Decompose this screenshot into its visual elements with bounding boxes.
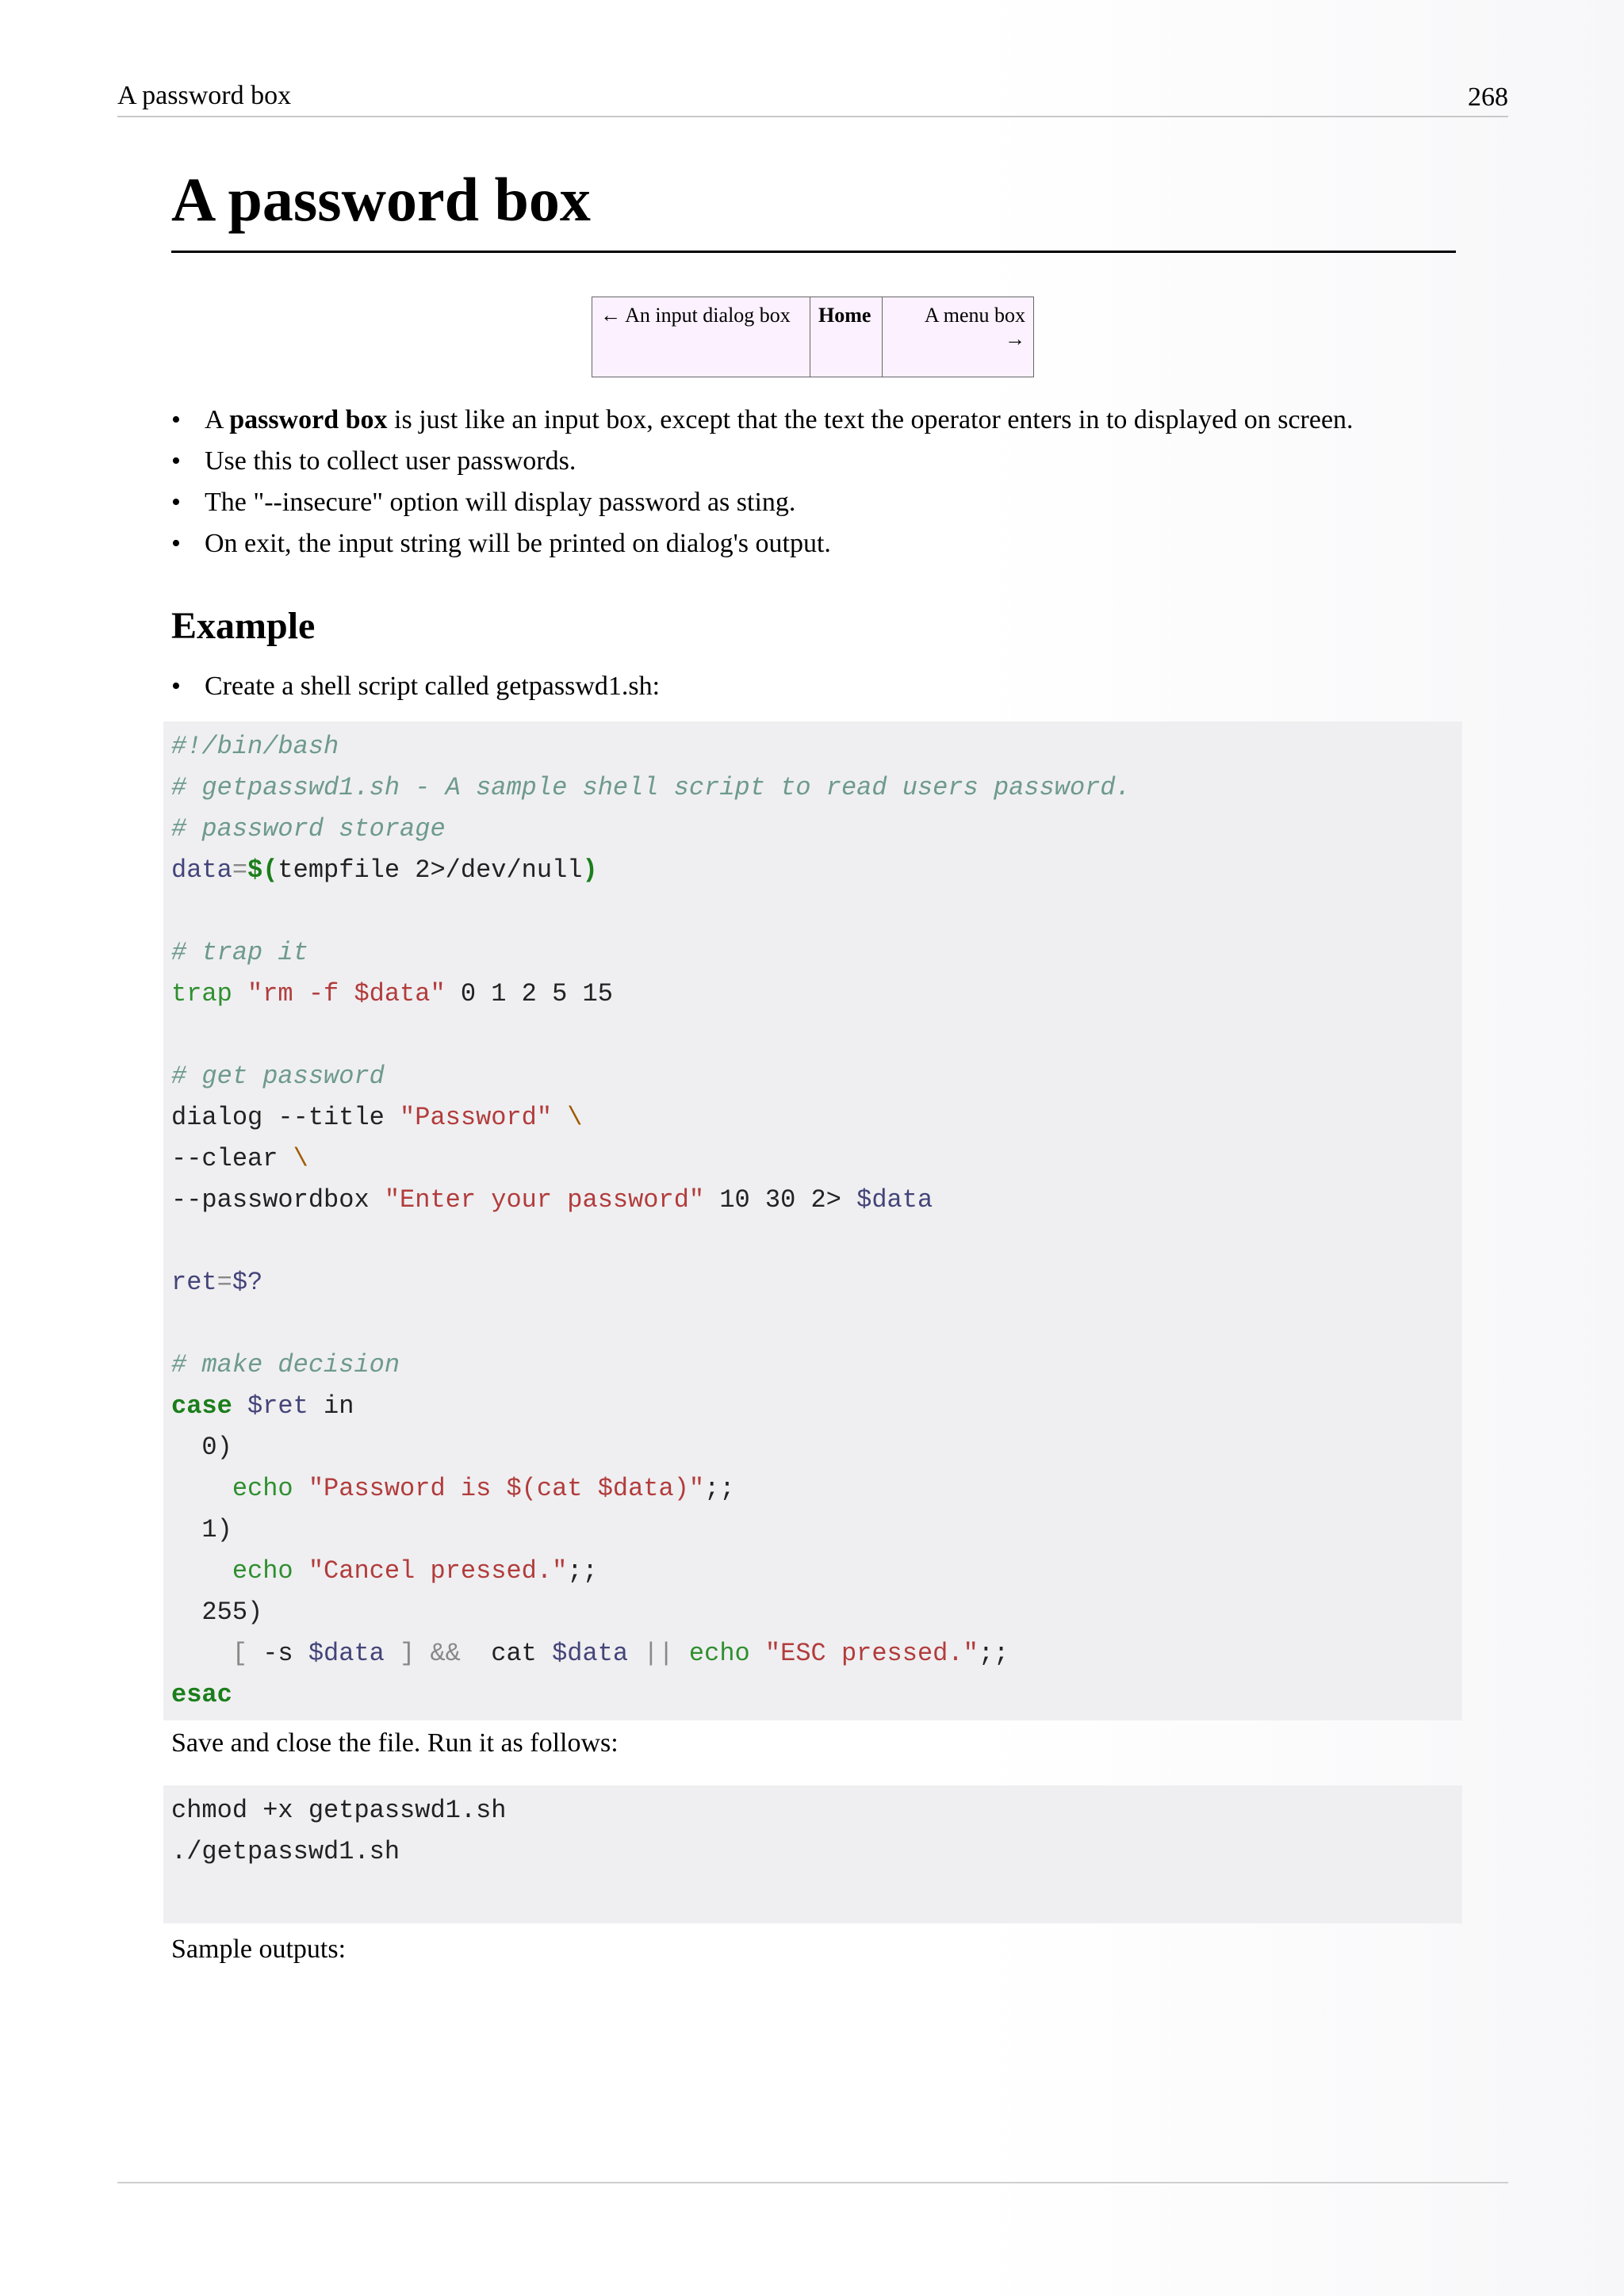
code-line: 255) xyxy=(171,1598,263,1627)
code-token: case xyxy=(171,1391,232,1421)
code-token: $( xyxy=(247,855,278,885)
code-line xyxy=(171,1386,354,1427)
sample-outputs-label: Sample outputs: xyxy=(171,1934,347,1964)
code-token: 10 30 2> xyxy=(704,1185,857,1215)
code-token: = xyxy=(216,1268,232,1297)
code-token: ] && xyxy=(384,1639,477,1668)
code-line: ./getpasswd1.sh xyxy=(171,1837,400,1866)
code-line: # trap it xyxy=(171,938,308,967)
list-item: • On exit, the input string will be printed on dialog's output. xyxy=(205,523,1354,564)
list-item xyxy=(205,400,1354,441)
bullet-text: A xyxy=(205,405,230,434)
code-token: echo xyxy=(171,1474,308,1503)
navigation-box xyxy=(592,297,1034,377)
code-token: "Password is $(cat $data)" xyxy=(308,1474,705,1503)
code-line xyxy=(171,1633,1009,1674)
bullet-text: is just like an input box, except that the text the operator enters in to displayed on screen. xyxy=(387,405,1354,434)
code-line: esac xyxy=(171,1680,232,1709)
code-line xyxy=(171,1097,582,1138)
code-token: $data xyxy=(552,1639,629,1668)
code-token: ret xyxy=(171,1268,217,1297)
code-token: echo xyxy=(688,1639,765,1668)
code-line xyxy=(171,1180,933,1221)
code-token: = xyxy=(232,855,248,885)
code-line: #!/bin/bash xyxy=(171,732,339,761)
footer-divider xyxy=(117,2182,1508,2183)
code-token: ;; xyxy=(704,1474,735,1503)
code-line xyxy=(171,1262,262,1303)
code-line xyxy=(171,1551,598,1592)
nav-prev-label: An input dialog box xyxy=(625,304,791,327)
code-token: -s xyxy=(262,1639,308,1668)
code-block-run xyxy=(163,1785,1462,1923)
code-line xyxy=(171,850,598,891)
code-token: data xyxy=(171,855,232,885)
code-token: echo xyxy=(171,1556,308,1586)
left-arrow-icon: ← xyxy=(600,304,621,327)
code-token: "Password" xyxy=(400,1103,553,1132)
running-title: A password box xyxy=(117,81,292,110)
code-token: $data xyxy=(308,1639,385,1668)
code-token: 0 1 2 5 15 xyxy=(445,979,613,1008)
list-item: • Use this to collect user passwords. xyxy=(205,441,1354,482)
code-line: 1) xyxy=(171,1515,232,1544)
example-bullet-list xyxy=(171,666,660,707)
nav-prev-link[interactable] xyxy=(592,297,810,377)
save-instruction: Save and close the file. Run it as follows: xyxy=(171,1728,619,1758)
code-line: # getpasswd1.sh - A sample shell script to read users password. xyxy=(171,773,1131,802)
code-token: ) xyxy=(582,855,598,885)
page-number: 268 xyxy=(1468,82,1508,112)
code-token: \ xyxy=(278,1144,308,1173)
nav-home-link[interactable] xyxy=(810,297,883,377)
code-token: cat xyxy=(476,1639,553,1668)
code-token: $ret xyxy=(232,1391,308,1421)
nav-home-label: Home xyxy=(818,304,871,327)
list-item: • Create a shell script called getpasswd1.sh: xyxy=(205,666,660,707)
code-token: "rm -f $data" xyxy=(247,979,446,1008)
code-line: 0) xyxy=(171,1433,232,1462)
code-token: trap xyxy=(171,979,232,1008)
code-token: --clear xyxy=(171,1144,278,1173)
code-line xyxy=(171,1138,308,1180)
code-line: # password storage xyxy=(171,814,446,844)
code-line xyxy=(171,974,613,1015)
code-token: [ xyxy=(171,1639,263,1668)
nav-next-link[interactable] xyxy=(883,297,1034,377)
code-token: "Enter your password" xyxy=(384,1185,705,1215)
right-arrow-icon: → xyxy=(1005,327,1025,350)
code-line: chmod +x getpasswd1.sh xyxy=(171,1796,507,1825)
code-token: || xyxy=(628,1639,689,1668)
intro-bullet-list xyxy=(171,400,1354,564)
bullet-bold-term: password box xyxy=(229,405,388,434)
running-header xyxy=(117,76,1508,117)
section-heading-example: Example xyxy=(171,605,316,647)
code-token: \ xyxy=(552,1103,583,1132)
code-line: # get password xyxy=(171,1062,385,1091)
code-line xyxy=(171,1468,735,1510)
code-line: # make decision xyxy=(171,1350,400,1380)
code-token: tempfile 2>/dev/null xyxy=(278,855,583,885)
code-token: ;; xyxy=(978,1639,1009,1668)
nav-next-label: A menu box xyxy=(924,304,1025,327)
code-token: ;; xyxy=(567,1556,598,1586)
code-token: --passwordbox xyxy=(171,1185,385,1215)
code-token: $data xyxy=(856,1185,933,1215)
code-block-script xyxy=(163,721,1462,1720)
code-token: $? xyxy=(232,1268,263,1297)
code-token: dialog --title xyxy=(171,1103,400,1132)
page-title: A password box xyxy=(171,159,1456,253)
code-token: "Cancel pressed." xyxy=(308,1556,568,1586)
code-token: "ESC pressed." xyxy=(764,1639,979,1668)
main-content xyxy=(171,159,1456,253)
list-item: • The "--insecure" option will display password as sting. xyxy=(205,482,1354,523)
code-token: in xyxy=(308,1391,354,1421)
